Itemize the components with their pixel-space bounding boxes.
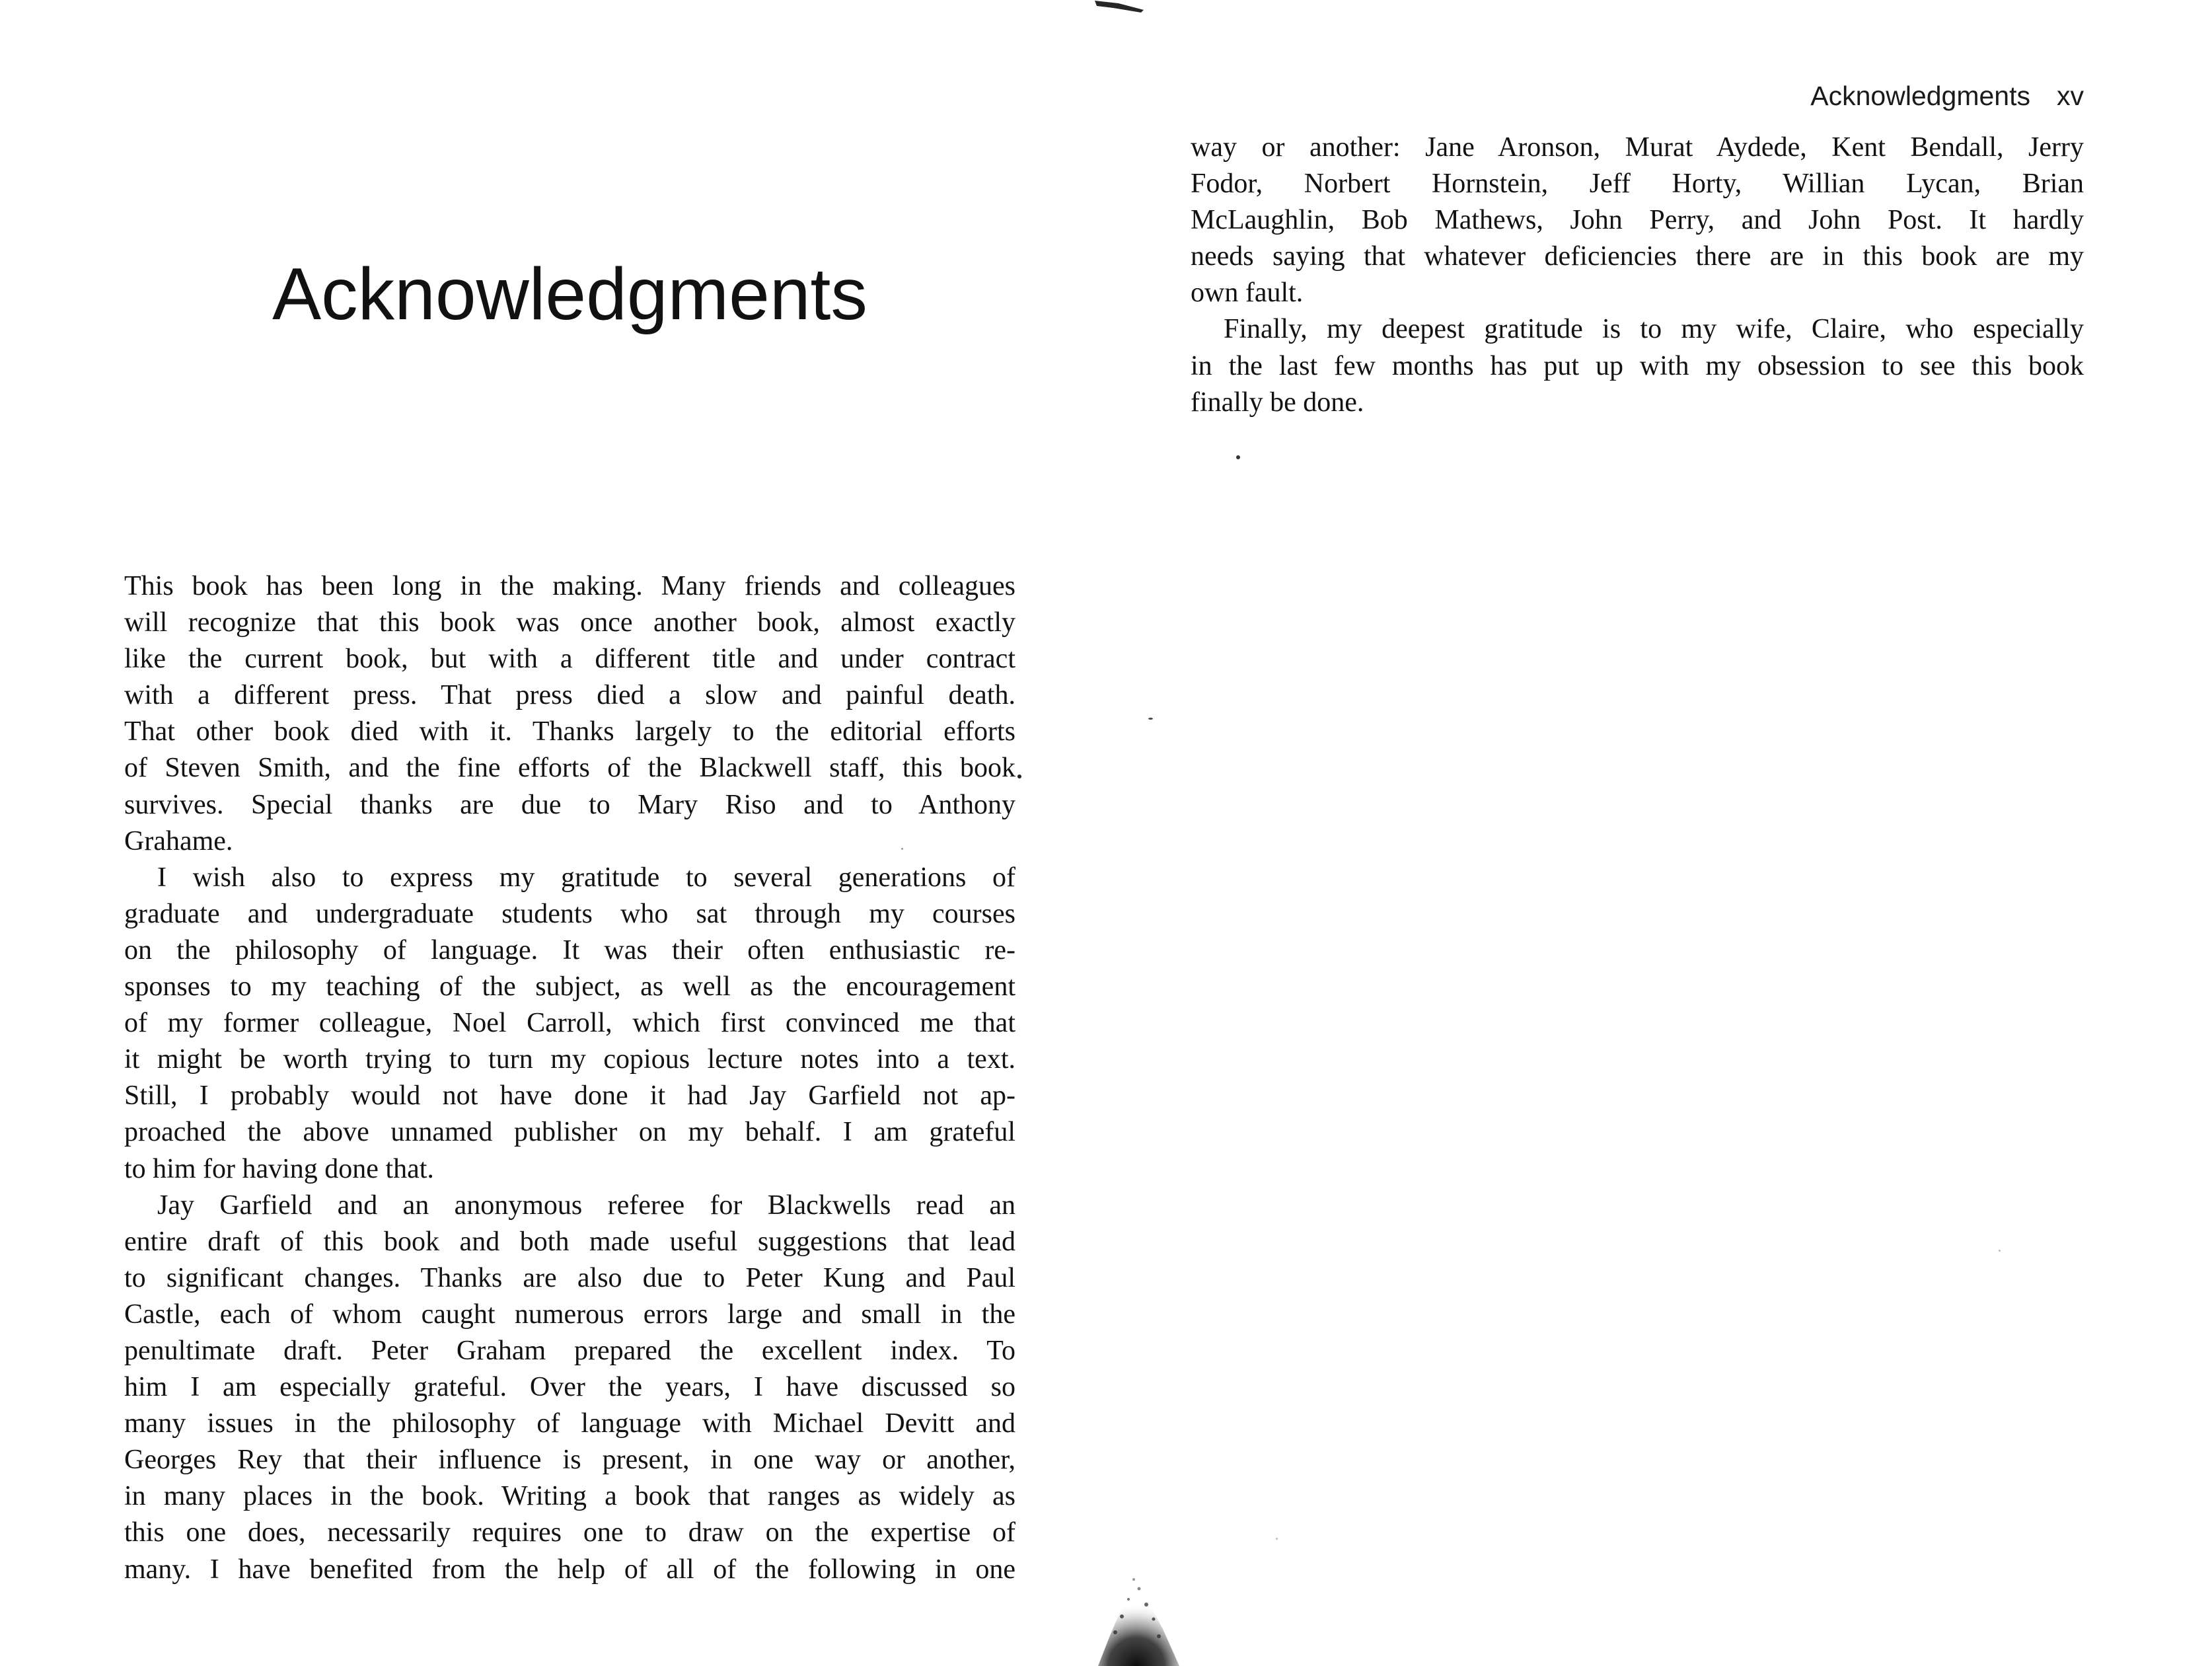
text-line: like the current book, but with a different title and under contract bbox=[124, 644, 1015, 675]
text-line: will recognize that this book was once another book, almost exactly bbox=[124, 607, 1015, 638]
text-line: graduate and undergraduate students who sat through my courses bbox=[124, 898, 1015, 929]
paragraph bbox=[124, 568, 1015, 860]
page-number: xv bbox=[2057, 81, 2084, 111]
paragraph bbox=[124, 1188, 1015, 1588]
text-line: finally be done. bbox=[1191, 387, 1364, 418]
text-line: it might be worth trying to turn my copious lecture notes into a text. bbox=[124, 1044, 1015, 1075]
left-text-column bbox=[124, 568, 1015, 1588]
text-line: That other book died with it. Thanks largely to the editorial efforts bbox=[124, 716, 1015, 747]
text-line: own fault. bbox=[1191, 278, 1304, 309]
text-line: sponses to my teaching of the subject, as well as the encouragement bbox=[124, 971, 1015, 1003]
text-line: Jay Garfield and an anonymous referee for Blackwells read an bbox=[157, 1190, 1015, 1221]
text-line: many. I have benefited from the help of all of the following in one bbox=[124, 1554, 1015, 1585]
scan-smudge-top bbox=[1093, 0, 1146, 16]
scan-speck bbox=[1017, 775, 1021, 778]
text-line: him I am especially grateful. Over the years, I have discussed so bbox=[124, 1372, 1015, 1403]
paragraph bbox=[124, 860, 1015, 1188]
paragraph bbox=[1191, 130, 2084, 311]
right-text-column bbox=[1191, 130, 2084, 421]
text-line: on the philosophy of language. It was their often enthusiastic re- bbox=[124, 934, 1015, 966]
text-line: with a different press. That press died a slow and painful death. bbox=[124, 680, 1015, 711]
scan-speck bbox=[1999, 1250, 2001, 1252]
text-line: to him for having done that. bbox=[124, 1153, 434, 1184]
text-line: many issues in the philosophy of language with Michael Devitt and bbox=[124, 1408, 1015, 1439]
text-line: this one does, necessarily requires one to draw on the expertise of bbox=[124, 1517, 1015, 1548]
text-line: of my former colleague, Noel Carroll, which first convinced me that bbox=[124, 1008, 1015, 1039]
text-line: way or another: Jane Aronson, Murat Aydede, Kent Bendall, Jerry bbox=[1191, 132, 2084, 163]
text-line: Castle, each of whom caught numerous errors large and small in the bbox=[124, 1299, 1015, 1330]
scan-speck bbox=[901, 848, 903, 850]
right-page bbox=[1106, 0, 2212, 1666]
text-line: needs saying that whatever deficiencies there are in this book are my bbox=[1191, 241, 2084, 272]
text-line: Still, I probably would not have done it had Jay Garfield not ap- bbox=[124, 1080, 1015, 1112]
text-line: in the last few months has put up with my obsession to see this book bbox=[1191, 350, 2084, 381]
paragraph bbox=[1191, 311, 2084, 420]
text-line: This book has been long in the making. Many friends and colleagues bbox=[124, 571, 1015, 601]
scan-smudge-bottom bbox=[1090, 1573, 1183, 1666]
text-line: Georges Rey that their influence is present, in one way or another, bbox=[124, 1445, 1015, 1476]
text-line: McLaughlin, Bob Mathews, John Perry, and John Post. It hardly bbox=[1191, 205, 2084, 236]
text-line: proached the above unnamed publisher on my behalf. I am grateful bbox=[124, 1117, 1015, 1148]
text-line: Grahame. bbox=[124, 825, 233, 856]
scan-speck bbox=[1276, 1538, 1278, 1540]
running-head-title: Acknowledgments bbox=[1810, 81, 2030, 111]
running-head bbox=[1784, 83, 2084, 110]
text-line: Finally, my deepest gratitude is to my wife, Claire, who especially bbox=[1224, 314, 2084, 345]
text-line: entire draft of this book and both made useful suggestions that lead bbox=[124, 1226, 1015, 1257]
scan-speck bbox=[1148, 718, 1153, 720]
text-line: to significant changes. Thanks are also due to Peter Kung and Paul bbox=[124, 1262, 1015, 1293]
text-line: I wish also to express my gratitude to several generations of bbox=[157, 862, 1015, 893]
scan-speck bbox=[1236, 455, 1240, 459]
text-line: survives. Special thanks are due to Mary Riso and to Anthony bbox=[124, 789, 1015, 820]
text-line: Fodor, Norbert Hornstein, Jeff Horty, Willian Lycan, Brian bbox=[1191, 169, 2084, 200]
text-line: of Steven Smith, and the fine efforts of the Blackwell staff, this book bbox=[124, 753, 1015, 784]
text-line: in many places in the book. Writing a book that ranges as widely as bbox=[124, 1481, 1015, 1512]
chapter-heading: Acknowledgments bbox=[272, 253, 867, 335]
text-line: penultimate draft. Peter Graham prepared the excellent index. To bbox=[124, 1335, 1015, 1366]
